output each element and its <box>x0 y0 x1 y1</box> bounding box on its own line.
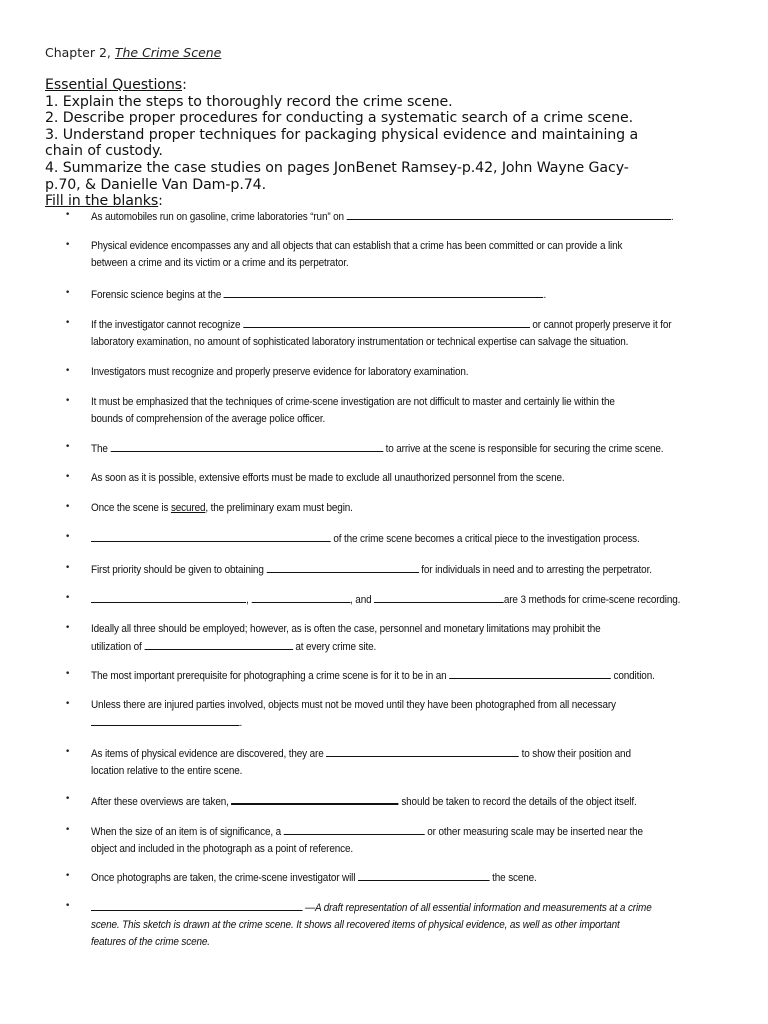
essential-heading-colon: : <box>182 77 187 93</box>
item-text: bounds of comprehension of the average police officer. <box>91 413 326 425</box>
bullet: • <box>65 472 71 482</box>
bullet: • <box>65 669 71 679</box>
blank-line[interactable] <box>326 745 519 757</box>
list-item <box>91 823 693 858</box>
blank-line[interactable] <box>91 899 303 911</box>
list-item <box>91 500 693 517</box>
blank-line[interactable] <box>243 316 530 328</box>
list-item <box>91 394 693 428</box>
item-text: or cannot properly preserve it for <box>532 319 672 331</box>
bullet: • <box>65 366 71 376</box>
bullet: • <box>65 240 71 250</box>
item-text: Once the scene is <box>91 502 171 514</box>
item-text: After these overviews are taken, <box>91 796 229 808</box>
list-item <box>91 591 693 609</box>
list-item <box>91 869 693 887</box>
blank-line[interactable] <box>144 638 293 650</box>
item-text: Investigators must recognize and properly preserve evidence for laboratory examination. <box>91 366 469 378</box>
item-answer: secured <box>170 502 206 514</box>
item-text: laboratory examination, no amount of sophisticated laboratory instrumentation or technical expertise can salvage the situation. <box>91 336 629 348</box>
list-item <box>91 621 693 656</box>
item-text: As items of physical evidence are discovered, they are <box>91 748 324 760</box>
bullet: • <box>65 532 71 542</box>
item-text: Ideally all three should be employed; however, as is often the case, personnel and monetary limitations may prohibit the <box>91 623 601 635</box>
item-text: . <box>543 289 547 301</box>
blank-line[interactable] <box>347 208 671 220</box>
item-text: Physical evidence encompasses any and all objects that can establish that a crime has been committed or can provide a link <box>91 240 623 252</box>
question-3-line-2: chain of custody. <box>45 143 163 160</box>
item-text: the scene. <box>492 872 537 884</box>
item-text: As soon as it is possible, extensive efforts must be made to exclude all unauthorized personnel from the scene. <box>91 472 565 484</box>
list-item <box>91 316 693 351</box>
blank-line[interactable] <box>231 792 398 805</box>
item-text: object and included in the photograph as a point of reference. <box>91 843 353 855</box>
chapter-title: The Crime Scene <box>114 45 222 60</box>
item-text: Forensic science begins at the <box>91 289 222 301</box>
list-item <box>91 792 693 811</box>
blank-line[interactable] <box>91 714 240 726</box>
fill-heading-colon: : <box>158 193 163 210</box>
question-4-line-1: 4. Summarize the case studies on pages JonBenet Ramsey-p.42, John Wayne Gacy- <box>45 159 629 176</box>
item-text: . <box>670 211 674 223</box>
bullet: • <box>65 288 71 298</box>
item-text: The most important prerequisite for photographing a crime scene is for it to be in an <box>91 670 447 682</box>
list-item <box>91 697 693 732</box>
question-2: 2. Describe proper procedures for conducting a systematic search of a crime scene. <box>45 110 633 127</box>
item-text: If the investigator cannot recognize <box>91 319 241 331</box>
bullet: • <box>65 901 71 911</box>
item-text: Unless there are injured parties involved, objects must not be moved until they have been photographed from all necessary <box>91 699 616 711</box>
item-text: , the preliminary exam must begin. <box>205 502 353 514</box>
list-item <box>91 238 693 272</box>
chapter-prefix: Chapter 2, <box>45 45 115 60</box>
blank-line[interactable] <box>91 530 331 542</box>
blank-line[interactable] <box>266 561 418 573</box>
bullet: • <box>65 747 71 757</box>
bullet: • <box>65 871 71 881</box>
item-text: or other measuring scale may be inserted near the <box>427 826 643 838</box>
item-text: location relative to the entire scene. <box>91 765 243 777</box>
item-text: to show their position and <box>521 748 631 760</box>
bullet: • <box>65 699 71 709</box>
blank-line[interactable] <box>110 440 383 452</box>
item-text: features of the crime scene. <box>91 936 210 948</box>
bullet: • <box>65 396 71 406</box>
bullet: • <box>65 442 71 452</box>
item-text: . <box>239 717 243 729</box>
blank-line[interactable] <box>358 869 490 881</box>
essential-questions <box>45 77 735 210</box>
item-text: should be taken to record the details of the object itself. <box>401 796 637 808</box>
bullet: • <box>65 794 71 804</box>
blank-line[interactable] <box>449 667 611 679</box>
bullet: • <box>65 593 71 603</box>
bullet: • <box>65 318 71 328</box>
question-4-line-2: p.70, & Danielle Van Dam-p.74. <box>45 176 266 193</box>
bullet: • <box>65 825 71 835</box>
item-text: at every crime site. <box>295 641 377 653</box>
blank-line[interactable] <box>251 591 350 603</box>
item-text: —A draft representation of all essential information and measurements at a crime <box>305 902 652 914</box>
list-item <box>91 364 693 381</box>
question-1: 1. Explain the steps to thoroughly record the crime scene. <box>45 93 453 110</box>
item-text: for individuals in need and to arresting the perpetrator. <box>421 564 652 576</box>
list-item <box>91 899 693 951</box>
bullet: • <box>65 502 71 512</box>
list-item <box>91 530 693 548</box>
item-text: condition. <box>613 670 655 682</box>
item-text: As automobiles run on gasoline, crime laboratories “run” on <box>91 211 344 223</box>
list-item <box>91 440 693 458</box>
list-item <box>91 470 693 487</box>
item-text: , <box>246 594 249 606</box>
item-text: are 3 methods for crime-scene recording. <box>503 594 681 606</box>
list-item <box>91 561 693 579</box>
item-text: scene. This sketch is drawn at the crime scene. It shows all recovered items of physical evidence, as well as other important <box>91 919 620 931</box>
list-item <box>91 208 693 226</box>
item-text: to arrive at the scene is responsible for securing the crime scene. <box>385 443 664 455</box>
item-text: of the crime scene becomes a critical piece to the investigation process. <box>333 533 640 545</box>
question-3-line-1: 3. Understand proper techniques for packaging physical evidence and maintaining a <box>45 126 639 143</box>
chapter-header <box>45 45 221 60</box>
item-text: First priority should be given to obtaining <box>91 564 264 576</box>
item-text: When the size of an item is of significance, a <box>91 826 282 838</box>
item-text: Once photographs are taken, the crime-scene investigator will <box>91 872 356 884</box>
bullet: • <box>65 210 71 220</box>
item-text: utilization of <box>91 641 142 653</box>
bullet: • <box>65 563 71 573</box>
item-text: , and <box>350 594 372 606</box>
blank-line[interactable] <box>91 591 246 603</box>
blank-line[interactable] <box>224 286 544 298</box>
list-item <box>91 745 693 780</box>
essential-questions-heading: Essential Questions <box>45 77 183 93</box>
bullet: • <box>65 623 71 633</box>
item-text: It must be emphasized that the techniques of crime-scene investigation are not difficult to master and certainly lie within the <box>91 396 615 408</box>
list-item <box>91 667 693 685</box>
fill-in-heading: Fill in the blanks <box>45 193 159 210</box>
blank-line[interactable] <box>284 823 425 835</box>
item-text: between a crime and its victim or a crime and its perpetrator. <box>91 257 349 269</box>
list-item <box>91 286 693 304</box>
blank-line[interactable] <box>374 591 504 603</box>
item-text: The <box>91 443 108 455</box>
